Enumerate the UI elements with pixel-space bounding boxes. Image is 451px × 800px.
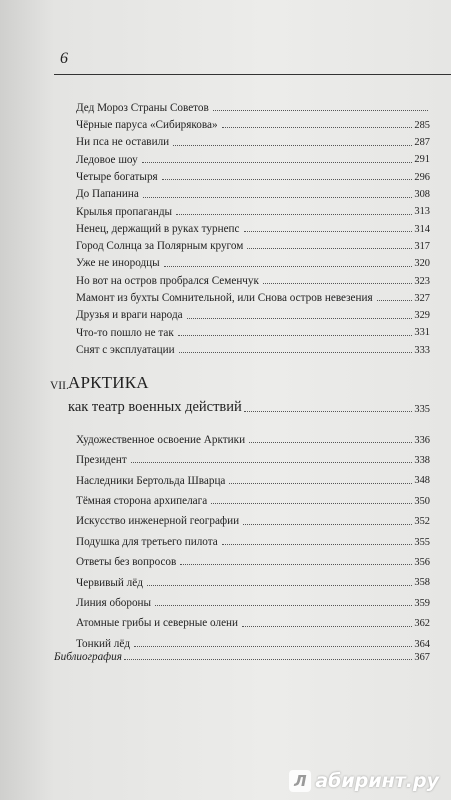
toc-entry-title: Художественное освоение Арктики (76, 433, 246, 446)
leader-dots (164, 266, 413, 267)
toc-entry-page: 355 (414, 536, 430, 548)
leader-dots (244, 411, 413, 412)
leader-dots (213, 110, 428, 111)
toc-entry (76, 489, 430, 507)
leader-dots (173, 145, 412, 146)
toc-entry-title: До Папанина (76, 188, 139, 201)
toc-entry-title: Уже не инородцы (76, 257, 160, 270)
toc-entry-title: Ледовое шоу (76, 153, 138, 166)
bibliography-title: Библиография (54, 651, 122, 663)
header-rule (54, 74, 451, 75)
toc-entry-page: 358 (414, 577, 430, 589)
toc-entry-page: 333 (414, 344, 430, 356)
chapter-page: 335 (414, 404, 430, 415)
toc-entry-title: Червивый лёд (76, 576, 143, 589)
toc-entry (76, 286, 430, 304)
toc-entry (76, 612, 430, 630)
toc-entry-page: 320 (414, 258, 430, 270)
toc-entry (76, 469, 430, 487)
toc-entry-title: Тонкий лёд (76, 637, 131, 650)
toc-entry-page: 317 (414, 240, 430, 252)
toc-entry-title: Президент (76, 454, 127, 467)
leader-dots (244, 231, 413, 232)
leader-dots (211, 503, 412, 504)
chapter-heading-row (68, 394, 430, 416)
toc-entry (76, 571, 430, 589)
leader-dots (222, 127, 413, 128)
toc-entry-title: Искусство инженерной географии (76, 515, 240, 528)
toc-entry-title: Четыре богатыря (76, 170, 158, 183)
toc-entry-page: 323 (414, 275, 430, 287)
toc-entry-page: 356 (414, 556, 430, 568)
toc-entry-page: 314 (414, 223, 430, 235)
leader-dots (147, 585, 412, 586)
leader-dots (377, 300, 413, 301)
toc-entry (76, 183, 430, 201)
toc-entry-page: 338 (414, 454, 430, 466)
labirint-watermark (289, 770, 439, 792)
leader-dots (178, 335, 413, 336)
toc-entry (76, 148, 430, 166)
toc-entry (76, 200, 430, 218)
chapter-title: АРКТИКА (68, 373, 149, 392)
toc-entry (76, 338, 430, 356)
toc-entry-title: Ни пса не оставили (76, 136, 170, 149)
leader-dots (176, 214, 412, 215)
labirint-logo-icon: Л (289, 770, 311, 792)
toc-entry-page: 364 (414, 638, 430, 650)
toc-entry-page: 313 (414, 206, 430, 218)
toc-entry-title: Ответы без вопросов (76, 556, 177, 569)
leader-dots (243, 524, 412, 525)
toc-entry (76, 591, 430, 609)
toc-entry (76, 321, 430, 339)
leader-dots (229, 483, 412, 484)
toc-entry-title: Наследники Бертольда Шварца (76, 474, 226, 487)
toc-entry-page: 285 (414, 119, 430, 131)
toc-entry-title: Тёмная сторона архипелага (76, 494, 208, 507)
leader-dots (222, 544, 413, 545)
toc-entry-page: 296 (414, 171, 430, 183)
toc-entry-page: 287 (414, 137, 430, 149)
toc-entry-page: 362 (414, 618, 430, 630)
watermark-text: абиринт.ру (315, 770, 439, 792)
toc-entry (76, 165, 430, 183)
leader-dots (131, 462, 413, 463)
toc-entry-title: Но вот на остров пробрался Семенчук (76, 274, 259, 287)
toc-entry (76, 550, 430, 568)
toc-entry (76, 448, 430, 466)
toc-entry-page: 291 (414, 154, 430, 166)
leader-dots (187, 318, 413, 319)
chapter-subtitle: как театр военных действий (68, 399, 242, 415)
leader-dots (180, 564, 412, 565)
toc-entry-page: 352 (414, 516, 430, 528)
toc-entry (76, 113, 430, 131)
toc-entry-title: Крылья пропаганды (76, 205, 173, 218)
toc-entry-page: 336 (414, 434, 430, 446)
toc-entry (76, 269, 430, 287)
toc-entry-title: Город Солнца за Полярным кругом (76, 240, 244, 253)
toc-entry-title: Снят с эксплуатации (76, 343, 175, 356)
toc-entry-title: Что-то пошло не так (76, 326, 174, 339)
leader-dots (143, 197, 413, 198)
toc-entry-title: Линия обороны (76, 596, 152, 609)
bibliography-page: 367 (414, 652, 430, 663)
toc-entry (76, 428, 430, 446)
toc-entry-title: Друзья и враги народа (76, 309, 183, 322)
toc-entry (76, 304, 430, 322)
toc-entry-page: 350 (414, 495, 430, 507)
toc-entry-title: Мамонт из бухты Сомнительной, или Снова остров невезения (76, 292, 373, 305)
chapter-number: VII. (50, 380, 69, 392)
leader-dots (142, 162, 413, 163)
toc-entry-page: 348 (414, 475, 430, 487)
toc-entry-page: 329 (414, 310, 430, 322)
page-number: 6 (60, 50, 68, 67)
toc-entry-title: Подушка для третьего пилота (76, 535, 218, 548)
leader-dots (249, 442, 412, 443)
toc-entry-title: Атомные грибы и северные олени (76, 617, 239, 630)
leader-dots (162, 179, 413, 180)
toc-entry (76, 96, 430, 114)
toc-entry-page: 359 (414, 597, 430, 609)
leader-dots (124, 659, 413, 660)
leader-dots (155, 605, 412, 606)
leader-dots (179, 352, 413, 353)
toc-entry-title: Дед Мороз Страны Советов (76, 101, 209, 114)
toc-entry (76, 234, 430, 252)
toc-entry (76, 217, 430, 235)
bibliography-entry (54, 645, 430, 663)
leader-dots (242, 626, 412, 627)
toc-entry-title: Ненец, держащий в руках турнепс (76, 222, 240, 235)
leader-dots (263, 283, 412, 284)
leader-dots (247, 248, 412, 249)
toc-entry-page: 327 (414, 292, 430, 304)
toc-entry (76, 252, 430, 270)
toc-entry-page: 331 (414, 327, 430, 339)
toc-entry-title: Чёрные паруса «Сибирякова» (76, 119, 218, 132)
toc-entry (76, 530, 430, 548)
toc-entry (76, 510, 430, 528)
toc-entry (76, 131, 430, 149)
toc-entry-page: 308 (414, 189, 430, 201)
